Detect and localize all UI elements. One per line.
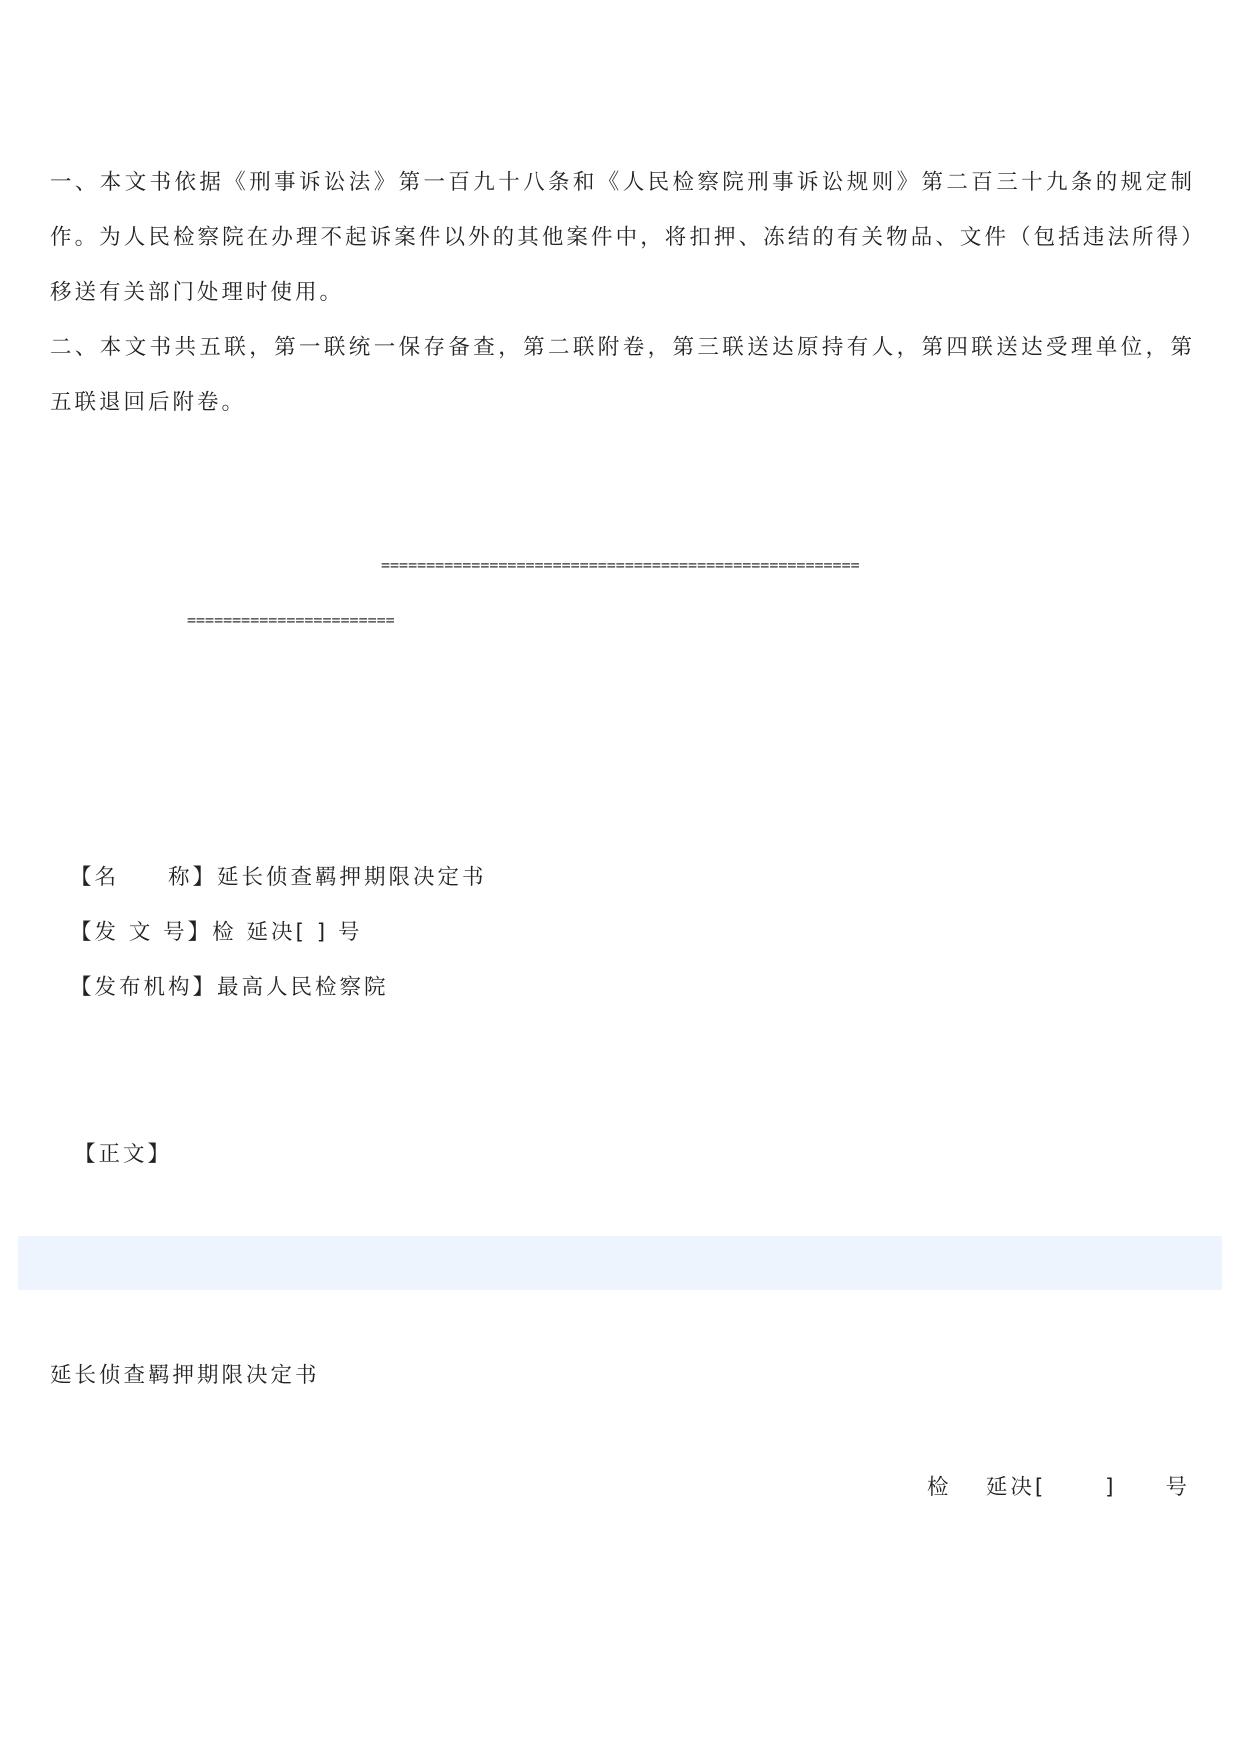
meta-issuer-row [70,970,389,1001]
document-title: 延长侦查羁押期限决定书 [50,1363,320,1388]
highlight-band [18,1236,1222,1290]
meta-name-value: 延长侦查羁押期限决定书 [217,865,487,890]
separator-line: ===================================================== [381,556,860,574]
meta-docno-label: 【发 文 号】 [70,920,213,945]
meta-issuer-label: 【发布机构】 [70,975,218,1000]
meta-docno-row [70,915,362,946]
document-number: 检 延决[ ] 号 [927,1475,1190,1500]
meta-name-row [70,860,487,891]
instructions-notes [50,155,1195,430]
body-section-heading: 【正文】 [74,1142,173,1167]
note-item-1: 一、本文书依据《刑事诉讼法》第一百九十八条和《人民检察院刑事诉讼规则》第二百三十九条的规定制作。为人民检察院在办理不起诉案件以外的其他案件中，将扣押、冻结的有关物品、文件（包括违法所得）移送有关部门处理时使用。 [50,170,1195,305]
note-item-2: 二、本文书共五联，第一联统一保存备查，第二联附卷，第三联送达原持有人，第四联送达受理单位，第五联退回后附卷。 [50,335,1195,415]
meta-issuer-value: 最高人民检察院 [217,975,389,1000]
meta-name-label: 【名 称】 [70,865,218,890]
meta-docno-value: 检 延决[ ] 号 [212,920,363,945]
separator-line-short: ======================= [187,611,395,629]
